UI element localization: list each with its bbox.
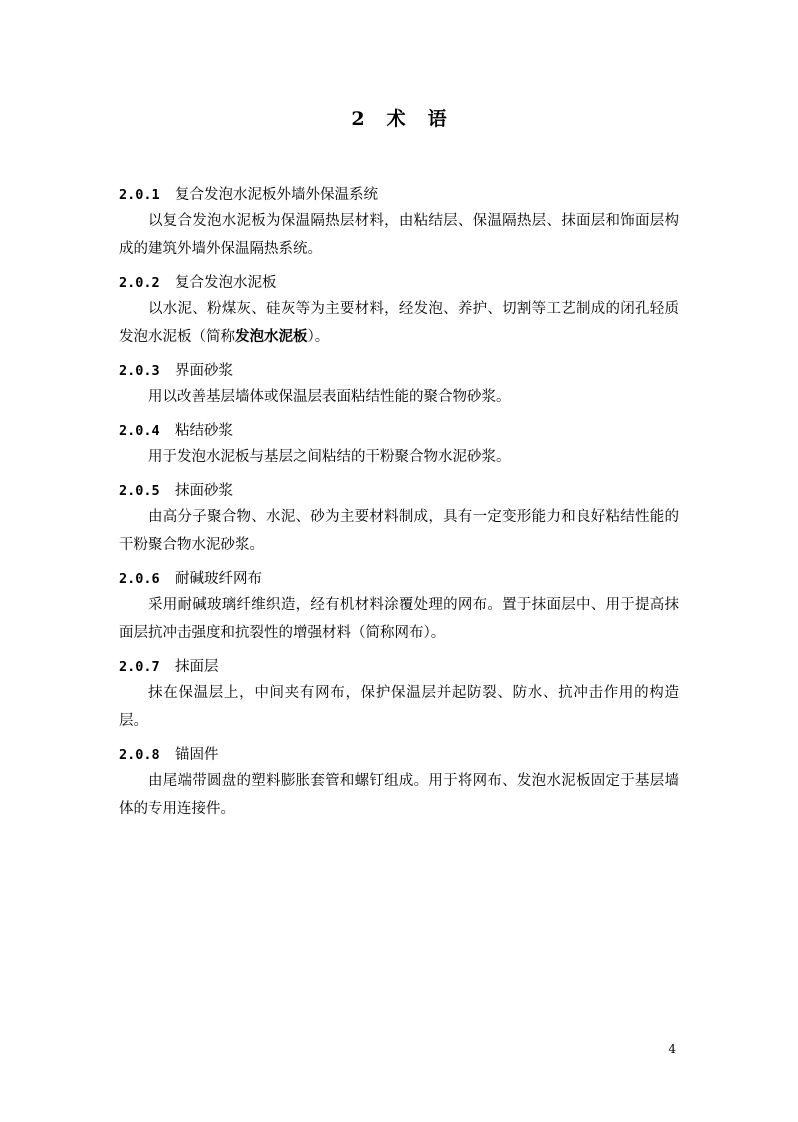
term-name: 复合发泡水泥板外墙外保温系统 (175, 187, 378, 203)
term-definition-text: 以水泥、粉煤灰、硅灰等为主要材料，经发泡、养护、切割等工艺制成的闭孔轻质发泡水泥板（简称 (119, 301, 679, 345)
term-definition-text: ）。 (307, 329, 330, 345)
term-definition: 由尾端带圆盘的塑料膨胀套管和螺钉组成。用于将网布、发泡水泥板固定于基层墙体的专用连接件。 (119, 773, 679, 817)
term-definition: 以复合发泡水泥板为保温隔热层材料，由粘结层、保温隔热层、抹面层和饰面层构成的建筑外墙外保温隔热系统。 (119, 213, 679, 257)
term-name: 界面砂浆 (175, 363, 233, 379)
term-heading (119, 419, 679, 443)
term-number: 2.0.4 (119, 423, 160, 439)
term-name: 复合发泡水泥板 (175, 275, 277, 291)
term-number: 2.0.8 (119, 747, 160, 763)
chapter-title-char-2: 语 (427, 108, 447, 130)
term-definition: 用于发泡水泥板与基层之间粘结的干粉聚合物水泥砂浆。 (148, 449, 511, 465)
term-heading (119, 271, 679, 295)
term-number: 2.0.5 (119, 483, 160, 499)
chapter-title-char-1: 术 (386, 108, 406, 130)
term-name: 锚固件 (175, 747, 219, 763)
term-number: 2.0.2 (119, 275, 160, 291)
term-heading (119, 359, 679, 383)
term-name: 抹面层 (175, 659, 219, 675)
term-heading (119, 567, 679, 591)
term-abbreviation-bold: 发泡水泥板 (235, 328, 308, 345)
terms-list (119, 183, 679, 831)
term-heading (119, 743, 679, 767)
term-definition (119, 295, 679, 351)
chapter-title (0, 104, 798, 131)
chapter-number: 2 (351, 108, 365, 130)
term-name: 粘结砂浆 (175, 423, 233, 439)
term-heading (119, 655, 679, 679)
term-number: 2.0.1 (119, 187, 160, 203)
term-definition: 抹在保温层上，中间夹有网布，保护保温层并起防裂、防水、抗冲击作用的构造层。 (119, 685, 679, 729)
term-number: 2.0.7 (119, 659, 160, 675)
term-name: 抹面砂浆 (175, 483, 233, 499)
term-number: 2.0.3 (119, 363, 160, 379)
term-definition: 用以改善基层墙体或保温层表面粘结性能的聚合物砂浆。 (148, 389, 511, 405)
term-heading (119, 183, 679, 207)
term-definition: 由高分子聚合物、水泥、砂为主要材料制成，具有一定变形能力和良好粘结性能的干粉聚合物水泥砂浆。 (119, 509, 679, 553)
page-number: 4 (668, 1042, 676, 1056)
term-definition: 采用耐碱玻璃纤维织造，经有机材料涂覆处理的网布。置于抹面层中、用于提高抹面层抗冲击强度和抗裂性的增强材料（简称网布）。 (119, 597, 679, 641)
term-name: 耐碱玻纤网布 (175, 571, 262, 587)
term-heading (119, 479, 679, 503)
term-number: 2.0.6 (119, 571, 160, 587)
